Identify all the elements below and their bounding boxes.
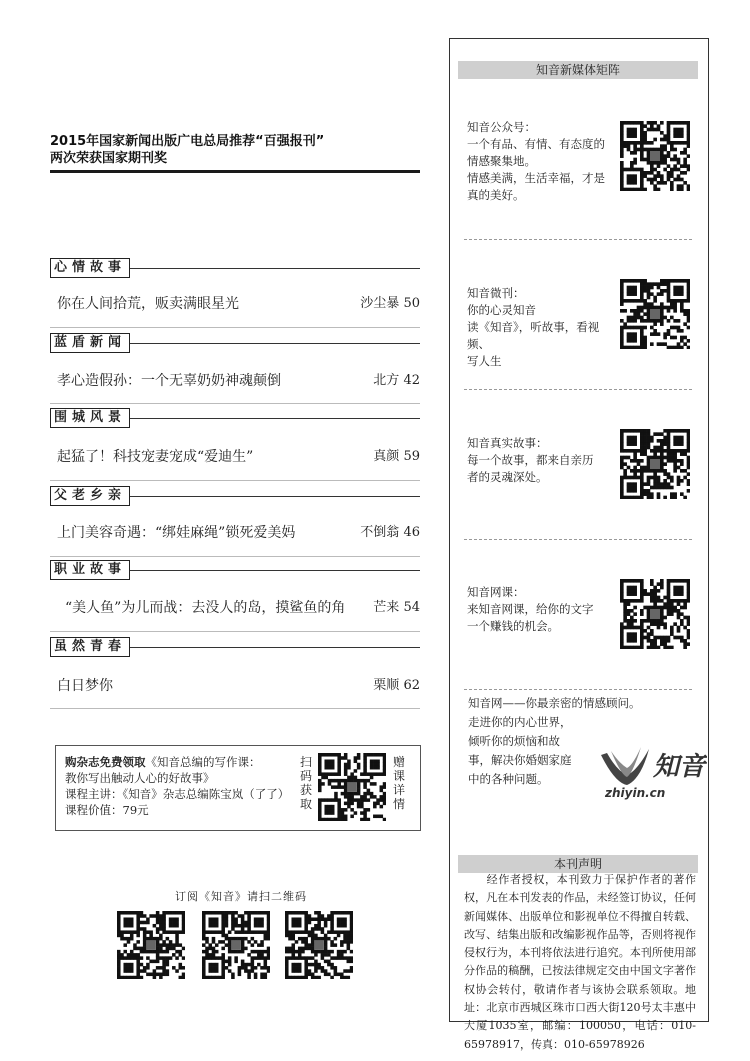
media-desc: 每一个故事，都来自亲历 — [467, 453, 594, 467]
section-tab: 职业故事 — [50, 560, 130, 580]
media-item — [467, 584, 617, 635]
gift-char: 赠 — [392, 755, 405, 769]
media-qr-code[interactable] — [620, 579, 690, 649]
entry-page: 59 — [403, 449, 420, 464]
entry-title[interactable]: 上门美容奇遇：“绑娃麻绳”锁死爱美妈 — [57, 525, 296, 541]
media-name: 知音网课： — [467, 585, 525, 599]
section-tab: 虽然青春 — [50, 637, 130, 657]
entry-author-page — [373, 447, 420, 467]
entry-divider — [50, 556, 420, 557]
media-item — [467, 435, 617, 486]
entry-divider — [50, 327, 420, 328]
subscribe-text: 订阅《知音》请扫二维码 — [175, 890, 307, 903]
section-line — [130, 418, 420, 419]
toc-entry[interactable] — [57, 676, 420, 696]
section-heading — [50, 408, 420, 428]
toc-entry[interactable] — [57, 371, 420, 391]
entry-title[interactable]: “美人鱼”为儿而战：去没人的岛，摸鲨鱼的角 — [65, 600, 346, 616]
media-item — [467, 119, 617, 204]
entry-page: 50 — [403, 296, 420, 311]
section-heading — [50, 637, 420, 657]
entry-divider — [50, 480, 420, 481]
zhiyin-logo — [597, 741, 707, 801]
toc-entry[interactable] — [57, 294, 420, 314]
media-panel — [449, 38, 709, 1051]
section-heading — [50, 486, 420, 506]
promo-text — [65, 754, 295, 818]
entry-author-page — [360, 523, 420, 543]
logo-url: zhiyin.cn — [605, 786, 666, 800]
subscribe-qr-code[interactable] — [117, 911, 185, 979]
entry-divider — [50, 631, 420, 632]
promo-box[interactable] — [55, 745, 421, 831]
dashed-divider — [464, 689, 692, 690]
scan-char: 码 — [299, 769, 312, 783]
entry-author: 沙尘暴 — [360, 296, 400, 311]
logo-text: 知音 — [653, 752, 706, 782]
media-item — [467, 285, 617, 370]
entry-author: 不倒翁 — [360, 525, 400, 540]
entry-title[interactable]: 你在人间拾荒，贩卖满眼星光 — [57, 296, 239, 312]
media-name: 知音公众号： — [467, 120, 536, 134]
media-desc: 者的灵魂深处。 — [467, 470, 548, 484]
media-desc: 写人生 — [467, 354, 502, 368]
media-desc: 情感聚集地。 — [467, 154, 536, 168]
promo-line-3: 课程主讲：《知音》杂志总编陈宝岚（了了） — [65, 787, 290, 801]
entry-author: 真颜 — [373, 449, 400, 464]
scan-char: 扫 — [299, 755, 312, 769]
media-desc: 你的心灵知音 — [467, 303, 536, 317]
subscribe-qr-code[interactable] — [202, 911, 270, 979]
zhiyin-line: 事，解决你婚姻家庭 — [468, 753, 572, 767]
entry-title[interactable]: 起猛了！科技宠妻宠成“爱迪生” — [57, 449, 254, 465]
entry-author-page — [373, 676, 420, 696]
promo-qr-code[interactable] — [318, 753, 386, 821]
gift-char: 情 — [392, 797, 405, 811]
gift-char: 详 — [392, 783, 405, 797]
scan-char: 获 — [299, 783, 312, 797]
section-line — [130, 268, 420, 269]
zhiyin-line: 知音网——你最亲密的情感顾问。 — [468, 696, 641, 710]
media-desc: 读《知音》，听故事，看视频、 — [467, 320, 600, 351]
section-heading — [50, 258, 420, 278]
section-heading — [50, 333, 420, 353]
gift-label — [392, 755, 406, 811]
award-text — [50, 133, 420, 167]
entry-page: 62 — [403, 678, 420, 693]
zhiyin-line: 走进你的内心世界， — [468, 715, 572, 729]
toc-entry[interactable] — [57, 523, 420, 543]
entry-author: 芒来 — [373, 600, 400, 615]
section-tab: 父老乡亲 — [50, 486, 130, 506]
dashed-divider — [464, 389, 692, 390]
promo-line-1: 《知音总编的写作课： — [145, 755, 261, 769]
section-line — [130, 647, 420, 648]
media-qr-code[interactable] — [620, 279, 690, 349]
entry-author-page — [373, 598, 420, 618]
promo-bold: 购杂志免费领取 — [65, 755, 146, 769]
media-name: 知音微刊： — [467, 286, 525, 300]
entry-title[interactable]: 白日梦你 — [57, 678, 113, 694]
entry-divider — [50, 708, 420, 709]
media-desc: 来知音网课，给你的文字 — [467, 602, 594, 616]
scan-label — [299, 755, 313, 811]
entry-page: 42 — [403, 373, 420, 388]
media-desc: 情感美满，生活幸福，才是 — [467, 171, 605, 185]
media-qr-code[interactable] — [620, 429, 690, 499]
section-tab: 蓝盾新闻 — [50, 333, 130, 353]
entry-author-page — [360, 294, 420, 314]
entry-author: 北方 — [373, 373, 400, 388]
scan-char: 取 — [299, 797, 312, 811]
award-line-2: 两次荣获国家期刊奖 — [50, 151, 168, 166]
section-line — [130, 343, 420, 344]
award-line-1: 2015年国家新闻出版广电总局推荐“百强报刊” — [50, 134, 325, 149]
statement-body: 经作者授权，本刊致力于保护作者的著作权，凡在本刊发表的作品，未经签订协议，任何新闻媒体、出版单位和影视单位不得擅自转载、改写、结集出版和改编影视作品等，否则将视作侵权行为，本刊将依法进行追究。本刊所使用部分作品的稿酬，已按法律规定交由中国文字著作权协会转付，敬请作者与该协会联系领取。地址：北京市西城区珠市口西大街120号太丰惠中大厦1035室，邮编：100050，电话：010-65978917，传真：010-65978926 — [464, 873, 696, 1051]
toc-entry[interactable] — [57, 598, 420, 618]
section-heading — [50, 560, 420, 580]
statement-title: 本刊声明 — [458, 855, 698, 873]
media-desc: 一个有品、有情、有态度的 — [467, 137, 605, 151]
promo-line-2: 教你写出触动人心的好故事》 — [65, 771, 215, 785]
gift-char: 课 — [392, 769, 405, 783]
zhiyin-line: 倾听你的烦恼和故 — [468, 734, 560, 748]
dashed-divider — [464, 539, 692, 540]
media-name: 知音真实故事： — [467, 436, 548, 450]
award-rule — [50, 170, 420, 173]
entry-author-page — [373, 371, 420, 391]
entry-page: 46 — [403, 525, 420, 540]
media-qr-code[interactable] — [620, 121, 690, 191]
section-tab: 心情故事 — [50, 258, 130, 278]
dashed-divider — [464, 239, 692, 240]
zhiyin-line: 中的各种问题。 — [468, 772, 549, 786]
media-desc: 真的美好。 — [467, 188, 525, 202]
section-line — [130, 570, 420, 571]
entry-title[interactable]: 孝心造假孙：一个无辜奶奶神魂颠倒 — [57, 373, 281, 389]
statement-text — [464, 871, 696, 1054]
entry-author: 栗顺 — [373, 678, 400, 693]
media-desc: 一个赚钱的机会。 — [467, 619, 559, 633]
promo-line-4: 课程价值：79元 — [65, 803, 149, 817]
section-line — [130, 496, 420, 497]
section-tab: 围城风景 — [50, 408, 130, 428]
subscribe-qr-code[interactable] — [285, 911, 353, 979]
panel-title: 知音新媒体矩阵 — [458, 61, 698, 79]
entry-divider — [50, 403, 420, 404]
entry-page: 54 — [403, 600, 420, 615]
toc-entry[interactable] — [57, 447, 420, 467]
